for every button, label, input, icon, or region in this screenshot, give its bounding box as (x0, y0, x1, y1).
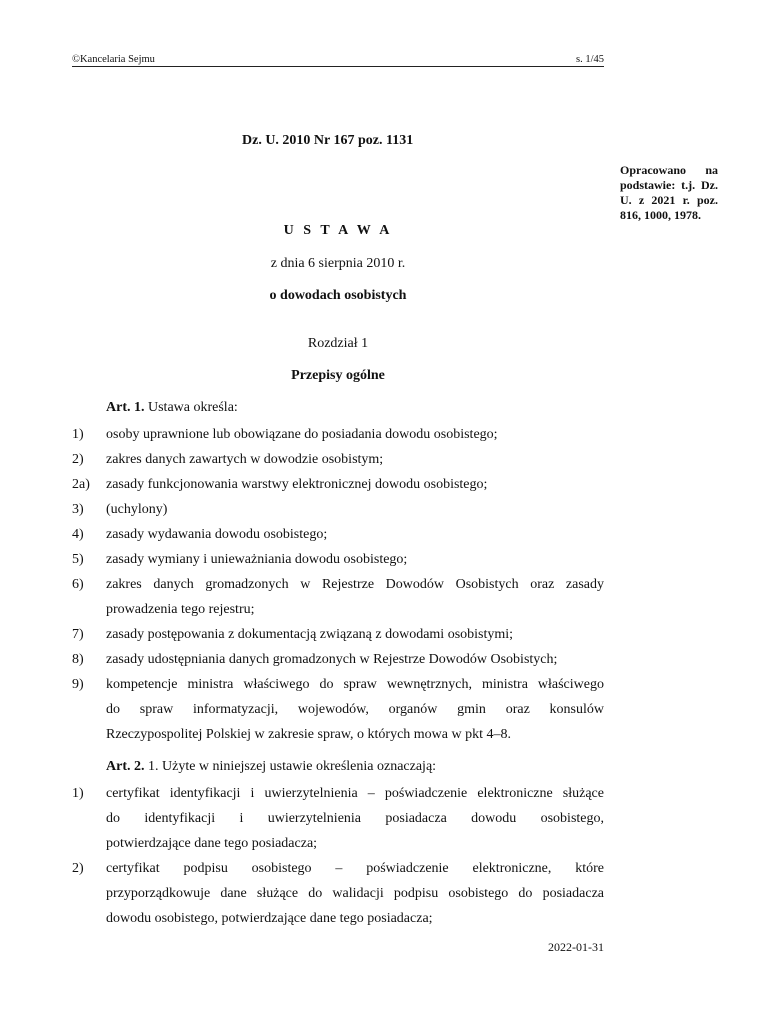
item-text: zakres danych gromadzonych w Rejestrze Dowodów Osobistych oraz zasady (106, 577, 604, 592)
item-number: 2) (72, 861, 84, 876)
header-publisher: ©Kancelaria Sejmu (72, 54, 155, 65)
header-page-number: s. 1/45 (575, 54, 604, 65)
footer-date: 2022-01-31 (548, 940, 604, 954)
side-note: Opracowano na podstawie: t.j. Dz. U. z 2021 r. poz. 816, 1000, 1978. (620, 163, 718, 222)
item-text: (uchylony) (106, 502, 168, 517)
item-text: dowodu osobistego, potwierdzające dane tego posiadacza; (106, 911, 433, 926)
item-number: 2) (72, 452, 84, 467)
item-text: prowadzenia tego rejestru; (106, 602, 255, 617)
item-number: 1) (72, 427, 84, 442)
art1-intro (106, 400, 604, 416)
item-text: do identyfikacji i uwierzytelnienia posiadacza dowodu osobistego, (106, 811, 604, 826)
act-date: z dnia 6 sierpnia 2010 r. (270, 256, 406, 271)
item-number: 8) (72, 652, 84, 667)
item-text: zasady postępowania z dokumentacją związaną z dowodami osobistymi; (106, 627, 514, 642)
list-item (72, 472, 604, 497)
act-title: U S T A W A (283, 223, 393, 238)
item-text: zasady funkcjonowania warstwy elektronicznej dowodu osobistego; (106, 477, 488, 492)
list-item (72, 672, 604, 747)
item-text: zasady wymiany i unieważniania dowodu osobistego; (106, 552, 408, 567)
item-text: kompetencje ministra właściwego do spraw wewnętrznych, ministra właściwego (106, 677, 604, 692)
item-text: do spraw informatyzacji, wojewodów, organów gmin oraz konsulów (106, 702, 604, 717)
item-text: certyfikat podpisu osobistego – poświadczenie elektroniczne, które (106, 861, 604, 876)
item-text: potwierdzające dane tego posiadacza; (106, 836, 318, 851)
list-item (72, 572, 604, 622)
art2-intro-text: 1. Użyte w niniejszej ustawie określenia oznaczają: (144, 759, 437, 774)
art2-label: Art. 2. (106, 759, 145, 774)
list-item (72, 447, 604, 472)
item-text: osoby uprawnione lub obowiązane do posiadania dowodu osobistego; (106, 427, 498, 442)
item-text: przyporządkowuje dane służące do walidacji podpisu osobistego do posiadacza (106, 886, 604, 901)
item-number: 6) (72, 577, 84, 592)
page-header (72, 54, 604, 67)
chapter-number: Rozdział 1 (307, 336, 369, 351)
item-text: certyfikat identyfikacji i uwierzytelnienia – poświadczenie elektroniczne służące (106, 786, 604, 801)
item-text: zasady wydawania dowodu osobistego; (106, 527, 328, 542)
list-item (72, 781, 604, 856)
item-number: 5) (72, 552, 84, 567)
chapter-title: Przepisy ogólne (291, 368, 385, 383)
item-text: zasady udostępniania danych gromadzonych w Rejestrze Dowodów Osobistych; (106, 652, 558, 667)
list-item (72, 856, 604, 931)
act-subject: o dowodach osobistych (269, 288, 407, 303)
list-item (72, 622, 604, 647)
act-reference: Dz. U. 2010 Nr 167 poz. 1131 (242, 133, 414, 148)
list-item (72, 647, 604, 672)
item-number: 1) (72, 786, 84, 801)
list-item (72, 497, 604, 522)
list-item (72, 547, 604, 572)
item-text: Rzeczypospolitej Polskiej w zakresie spraw, o których mowa w pkt 4–8. (106, 727, 512, 742)
item-number: 3) (72, 502, 84, 517)
art1-intro-text: Ustawa określa: (144, 400, 238, 415)
item-number: 9) (72, 677, 84, 692)
art1-label: Art. 1. (106, 400, 145, 415)
art2-intro (106, 759, 604, 775)
item-number: 2a) (72, 477, 90, 492)
list-item (72, 522, 604, 547)
item-number: 4) (72, 527, 84, 542)
item-text: zakres danych zawartych w dowodzie osobistym; (106, 452, 384, 467)
item-number: 7) (72, 627, 84, 642)
list-item (72, 422, 604, 447)
